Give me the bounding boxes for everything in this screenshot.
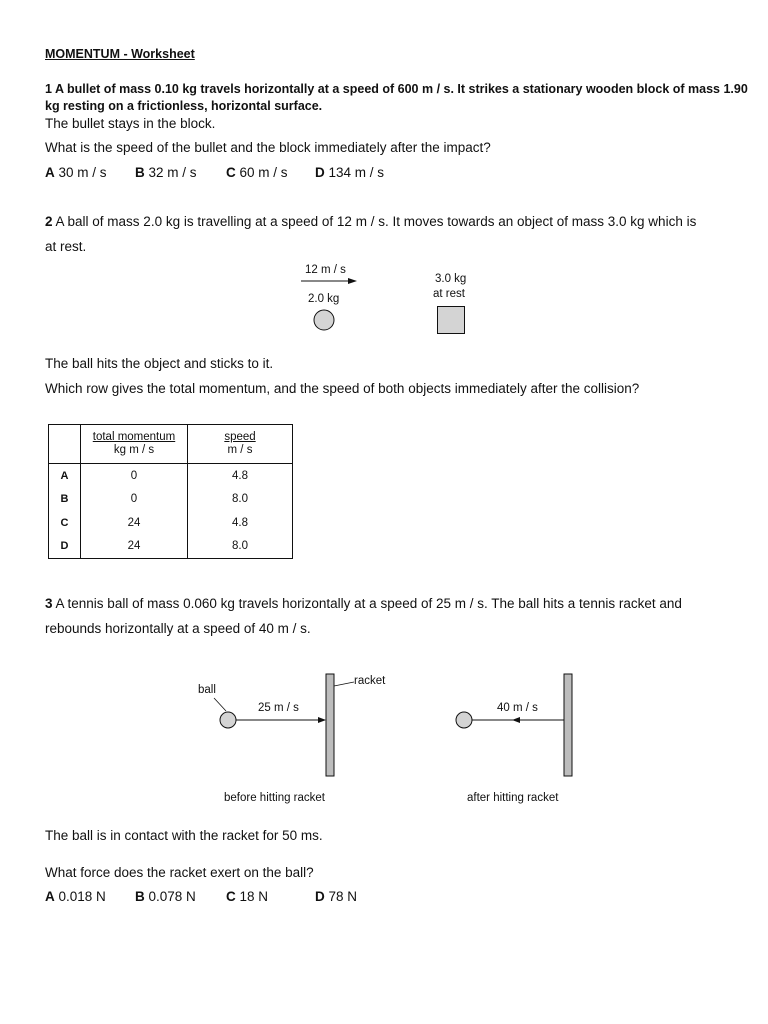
q3-ball-before xyxy=(220,712,236,728)
table-row xyxy=(49,535,293,559)
q2-text-line2: at rest. xyxy=(45,239,87,254)
row-momentum: 0 xyxy=(81,488,188,512)
q2-question: Which row gives the total momentum, and the speed of both objects immediately after the collision? xyxy=(45,381,640,396)
row-label: A xyxy=(49,464,81,488)
q2-text-line1-body: A ball of mass 2.0 kg is travelling at a speed of 12 m / s. It moves towards an object of mass 3.0 kg which is xyxy=(52,214,697,229)
table-header-momentum xyxy=(81,425,188,464)
q1-option-d xyxy=(315,165,384,180)
q1-question: What is the speed of the bullet and the block immediately after the impact? xyxy=(45,140,491,155)
q3-text-line1 xyxy=(45,596,682,611)
row-speed: 8.0 xyxy=(188,488,293,512)
option-text: 0.078 N xyxy=(144,889,196,904)
q2-object-state-label: at rest xyxy=(433,288,465,300)
option-letter: A xyxy=(45,889,55,904)
q3-question: What force does the racket exert on the ball? xyxy=(45,865,314,880)
option-text: 60 m / s xyxy=(235,165,288,180)
q3-ball-label: ball xyxy=(198,684,216,696)
option-letter: C xyxy=(226,889,236,904)
table-row xyxy=(49,511,293,535)
q3-option-c xyxy=(226,889,268,904)
q2-ball xyxy=(312,308,336,332)
q3-racket-label: racket xyxy=(354,675,386,687)
table-header-blank xyxy=(49,425,81,464)
q1-text-line1-body: A bullet of mass 0.10 kg travels horizontally at a speed of 600 m / s. It strikes a stationary wooden block of mass 1.90 xyxy=(51,82,748,96)
header-unit: m / s xyxy=(227,444,253,456)
option-letter: D xyxy=(315,165,325,180)
q2-velocity-label: 12 m / s xyxy=(305,264,346,276)
q2-text-line3: The ball hits the object and sticks to it. xyxy=(45,356,274,371)
q3-before-arrowhead xyxy=(318,717,326,723)
q1-text-line2: kg resting on a frictionless, horizontal surface. xyxy=(45,99,323,113)
option-letter: D xyxy=(315,889,325,904)
option-letter: A xyxy=(45,165,55,180)
option-text: 18 N xyxy=(235,889,269,904)
row-label: D xyxy=(49,535,81,559)
q2-number: 2 xyxy=(45,214,53,229)
option-text: 0.018 N xyxy=(54,889,106,904)
q1-option-c xyxy=(226,165,288,180)
q3-contact-text: The ball is in contact with the racket for 50 ms. xyxy=(45,828,323,843)
q1-text-line1 xyxy=(45,82,748,96)
q2-block xyxy=(437,306,465,334)
table-row xyxy=(49,488,293,512)
q3-after-speed: 40 m / s xyxy=(497,702,538,714)
q3-ball-after xyxy=(456,712,472,728)
q3-before-diagram xyxy=(200,670,370,780)
row-label: C xyxy=(49,511,81,535)
option-text: 32 m / s xyxy=(144,165,197,180)
option-text: 78 N xyxy=(324,889,358,904)
q2-text-line1 xyxy=(45,214,696,229)
q3-option-d xyxy=(315,889,357,904)
option-text: 134 m / s xyxy=(324,165,385,180)
row-momentum: 24 xyxy=(81,511,188,535)
q2-answer-table xyxy=(48,424,293,559)
header-name: total momentum xyxy=(92,431,176,443)
q3-text-line1-body: A tennis ball of mass 0.060 kg travels horizontally at a speed of 25 m / s. The ball hits a tennis racket and xyxy=(52,596,682,611)
q3-text-line2: rebounds horizontally at a speed of 40 m / s. xyxy=(45,621,311,636)
q1-text-line3: The bullet stays in the block. xyxy=(45,116,216,131)
table-row xyxy=(49,464,293,488)
row-speed: 8.0 xyxy=(188,535,293,559)
option-letter: C xyxy=(226,165,236,180)
row-momentum: 24 xyxy=(81,535,188,559)
worksheet-title: MOMENTUM - Worksheet xyxy=(45,47,195,61)
q1-option-a xyxy=(45,165,107,180)
q3-before-caption: before hitting racket xyxy=(224,792,326,804)
q3-racket-after xyxy=(564,674,572,776)
q3-option-a xyxy=(45,889,106,904)
q3-before-speed: 25 m / s xyxy=(258,702,299,714)
table-header-speed xyxy=(188,425,293,464)
header-name: speed xyxy=(224,431,256,443)
header-unit: kg m / s xyxy=(113,444,155,456)
row-momentum: 0 xyxy=(81,464,188,488)
q1-option-b xyxy=(135,165,197,180)
row-speed: 4.8 xyxy=(188,464,293,488)
q1-number: 1 xyxy=(45,82,52,96)
q2-velocity-arrow xyxy=(300,276,358,286)
q3-number: 3 xyxy=(45,596,53,611)
q2-ball-mass-label: 2.0 kg xyxy=(308,293,340,305)
ball-leader-line xyxy=(214,698,226,711)
racket-leader-line xyxy=(334,682,354,686)
q3-after-arrowhead xyxy=(512,717,520,723)
q3-option-b xyxy=(135,889,196,904)
q3-after-diagram xyxy=(450,670,580,780)
option-letter: B xyxy=(135,165,145,180)
row-speed: 4.8 xyxy=(188,511,293,535)
table-header-row xyxy=(49,425,293,464)
q3-after-caption: after hitting racket xyxy=(467,792,559,804)
option-text: 30 m / s xyxy=(54,165,107,180)
option-letter: B xyxy=(135,889,145,904)
row-label: B xyxy=(49,488,81,512)
q2-object-mass-label: 3.0 kg xyxy=(435,273,467,285)
q3-racket-before xyxy=(326,674,334,776)
